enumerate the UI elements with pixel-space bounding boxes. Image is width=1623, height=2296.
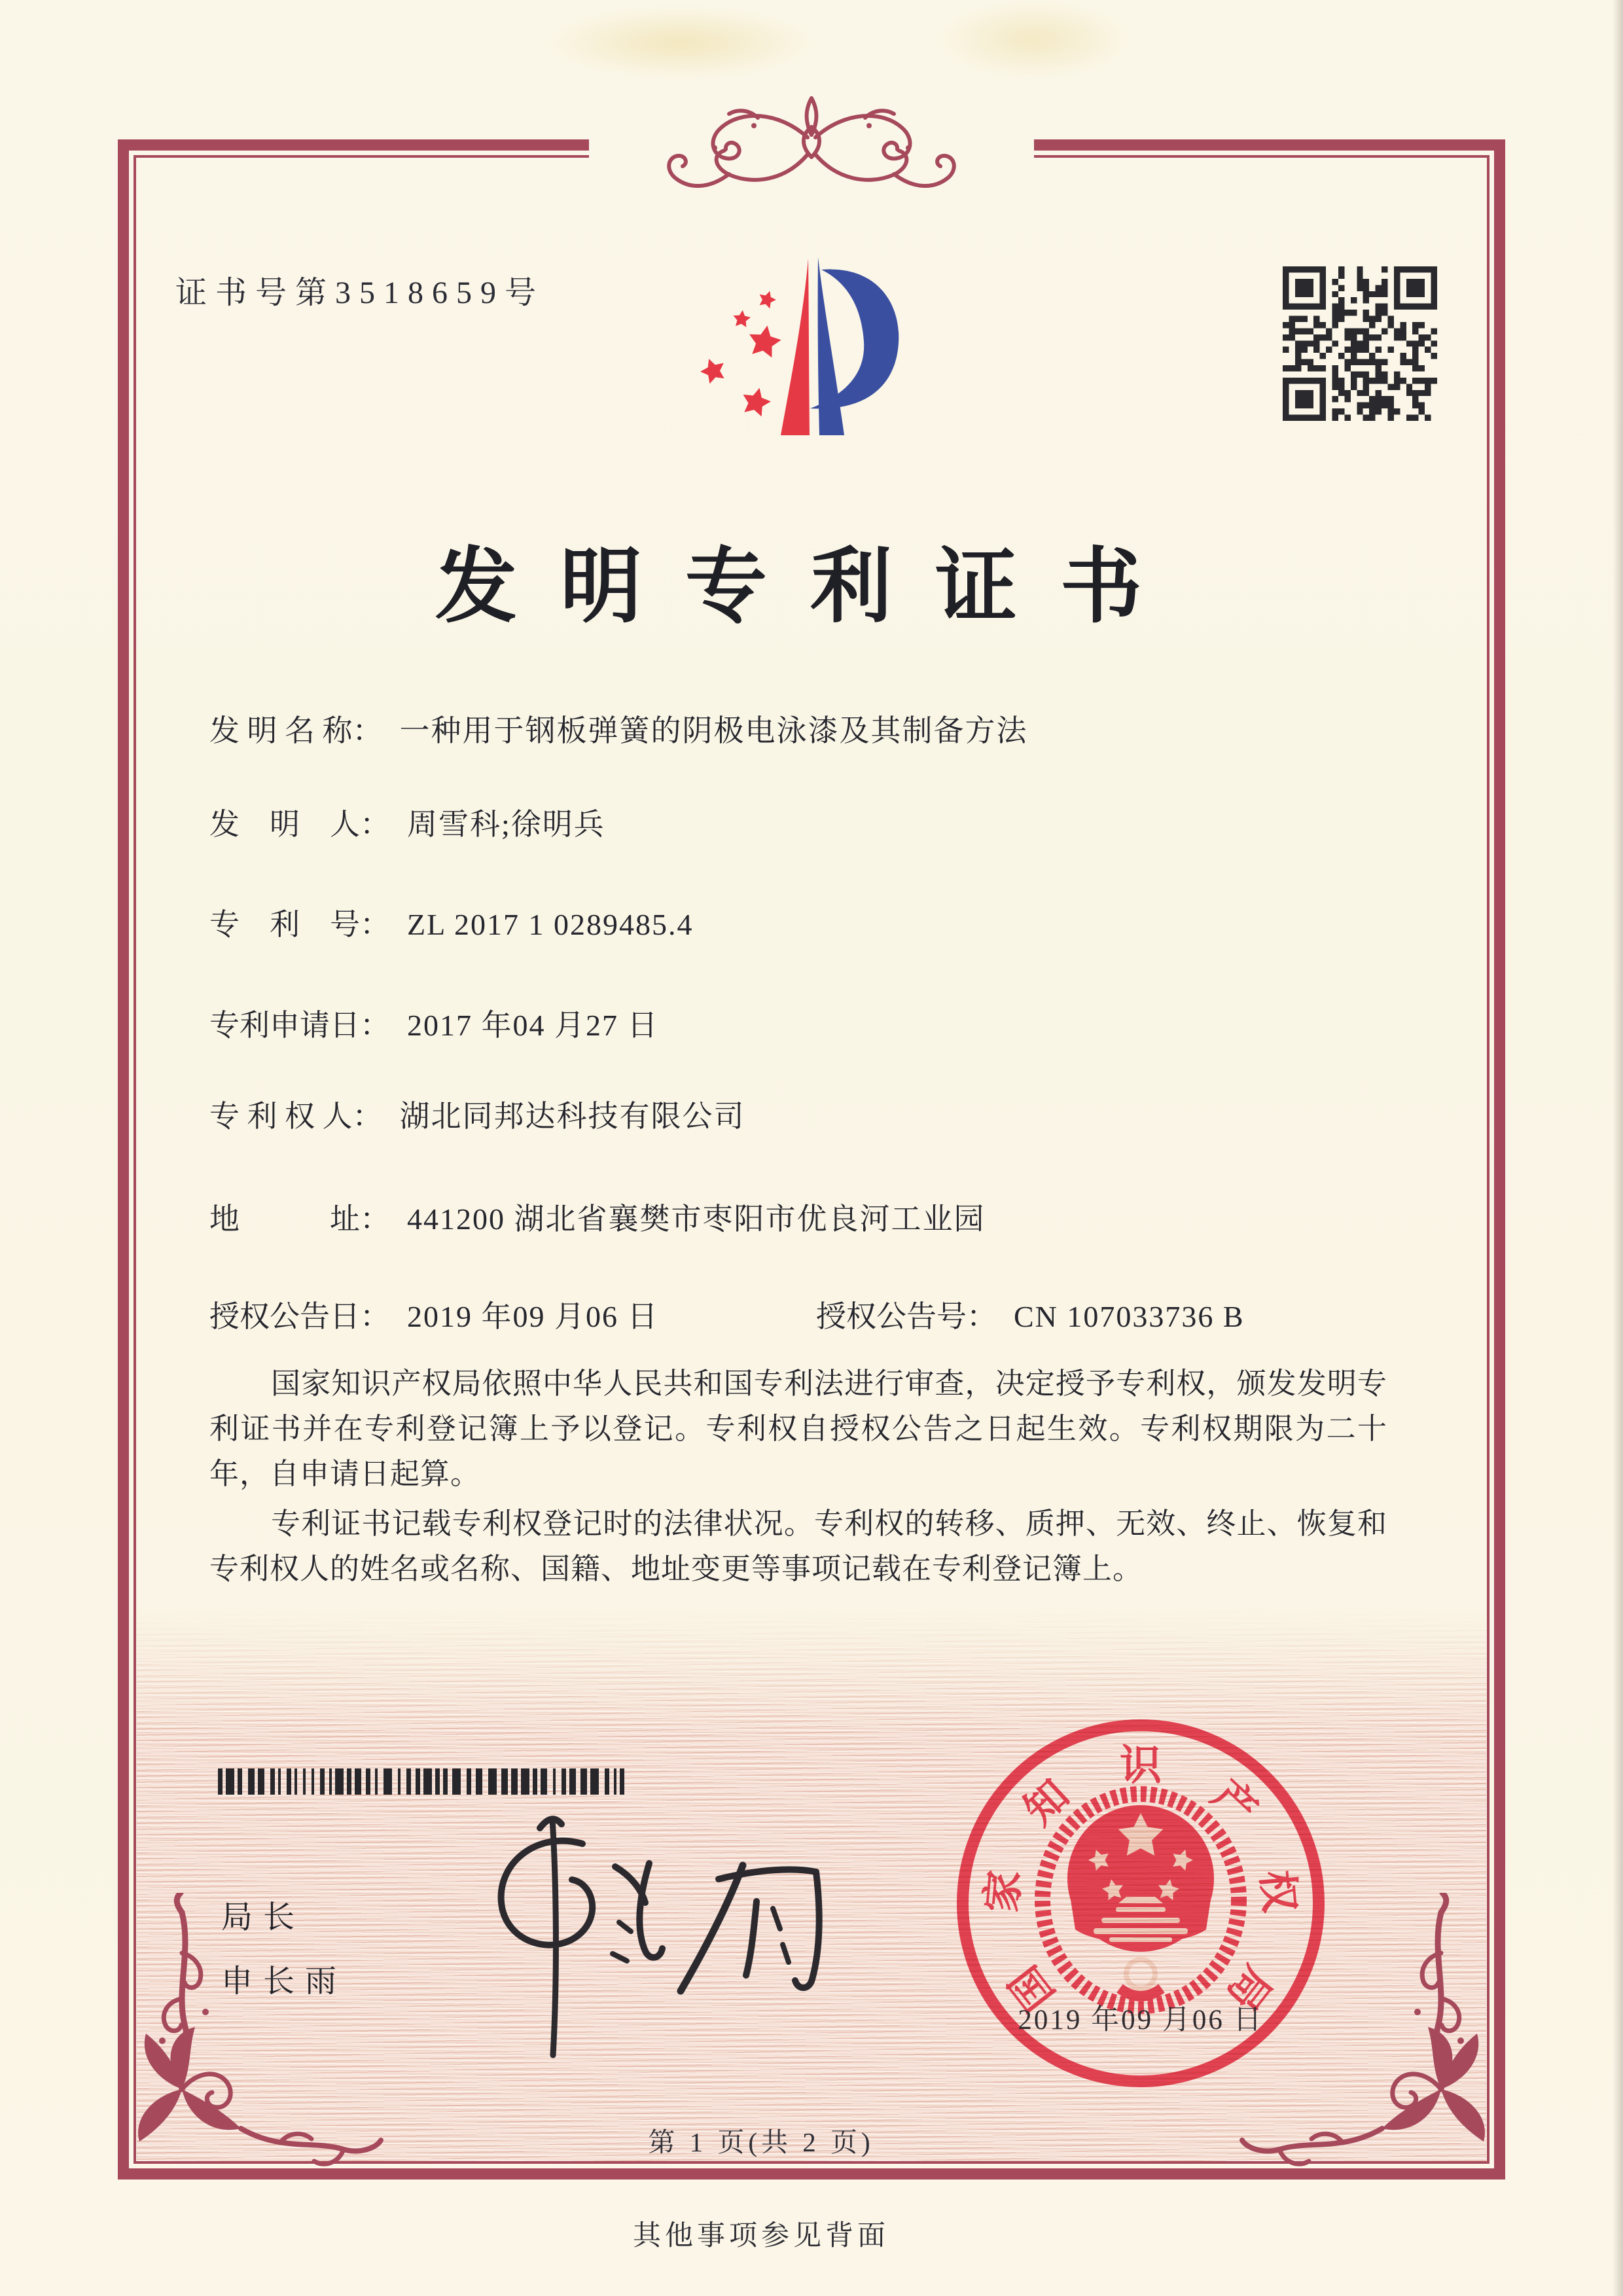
- back-side-note: 其他事项参见背面: [633, 2221, 889, 2251]
- director-title: 局长: [221, 1900, 306, 1935]
- field-row-patentee: [209, 1092, 745, 1136]
- seal-text-char: 国: [1001, 1957, 1063, 2019]
- seal-text-char: 家: [978, 1868, 1029, 1914]
- field-value: ZL 2017 1 0289485.4: [407, 908, 694, 941]
- field-label: 地 址：: [209, 1202, 390, 1236]
- qr-code: [1281, 266, 1438, 421]
- field-label: 专 利 权 人：: [209, 1100, 383, 1133]
- field-row-grant: [209, 1293, 1245, 1336]
- field-row-invention-name: [209, 707, 1028, 750]
- field-row-filing-date: [209, 1001, 659, 1045]
- field-row-patent-number: [209, 901, 694, 944]
- field-value: 2017 年04 月27 日: [407, 1009, 659, 1042]
- seal-text-char: 权: [1253, 1868, 1303, 1914]
- certificate-title: 发明专利证书: [435, 543, 1185, 633]
- field-value: 2019 年09 月06 日: [407, 1300, 659, 1333]
- legal-paragraph-1: 国家知识产权局依照中华人民共和国专利法进行审查，决定授予专利权，颁发发明专利证书并在专利登记簿上予以登记。专利权自授权公告之日起生效。专利权期限为二十年，自申请日起算。: [209, 1367, 1387, 1490]
- field-value: 湖北同邦达科技有限公司: [399, 1100, 745, 1133]
- field-row-inventors: [209, 800, 605, 844]
- field-label: 授权公告号：: [816, 1300, 997, 1333]
- legal-paragraph-2: 专利证书记载专利权登记时的法律状况。专利权的转移、质押、无效、终止、恢复和专利权人的姓名或名称、国籍、地址变更等事项记载在专利登记簿上。: [209, 1507, 1387, 1585]
- field-value: 441200 湖北省襄樊市枣阳市优良河工业园: [407, 1202, 986, 1236]
- field-value: 周雪科;徐明兵: [407, 808, 605, 841]
- seal-text-char: 识: [1120, 1742, 1162, 1789]
- field-value: CN 107033736 B: [1014, 1300, 1245, 1333]
- field-grant-number: [816, 1293, 1245, 1336]
- field-label: 专 利 号：: [209, 908, 390, 941]
- director-signature: [484, 1803, 831, 2065]
- page-number: 第 1 页(共 2 页): [648, 2127, 874, 2157]
- field-label: 发 明 名 称：: [209, 714, 383, 747]
- field-label: 授权公告日：: [209, 1300, 390, 1333]
- scan-smudge: [936, 0, 1132, 79]
- cnipa-logo: [690, 243, 946, 437]
- seal-date: 2019 年09 月06 日: [1018, 2005, 1264, 2036]
- seal-text-char: 局: [1218, 1957, 1281, 2019]
- dragon-crest-ornament: [589, 92, 1034, 191]
- seal-text-char: 产: [1203, 1771, 1266, 1834]
- field-row-address: [209, 1195, 986, 1238]
- certificate-number: 证书号第3518659号: [175, 276, 545, 310]
- field-label: 专利申请日：: [209, 1009, 390, 1042]
- barcode: [218, 1768, 624, 1795]
- director-name: 申长雨: [221, 1964, 348, 1999]
- scan-smudge: [543, 7, 818, 79]
- corner-flourish-ornament: [84, 1893, 385, 2194]
- field-label: 发 明 人：: [209, 808, 390, 841]
- seal-text-char: 知: [1015, 1771, 1079, 1834]
- official-seal: [944, 1707, 1337, 2100]
- field-value: 一种用于钢板弹簧的阴极电泳漆及其制备方法: [399, 714, 1028, 747]
- national-emblem: [1043, 1794, 1239, 2006]
